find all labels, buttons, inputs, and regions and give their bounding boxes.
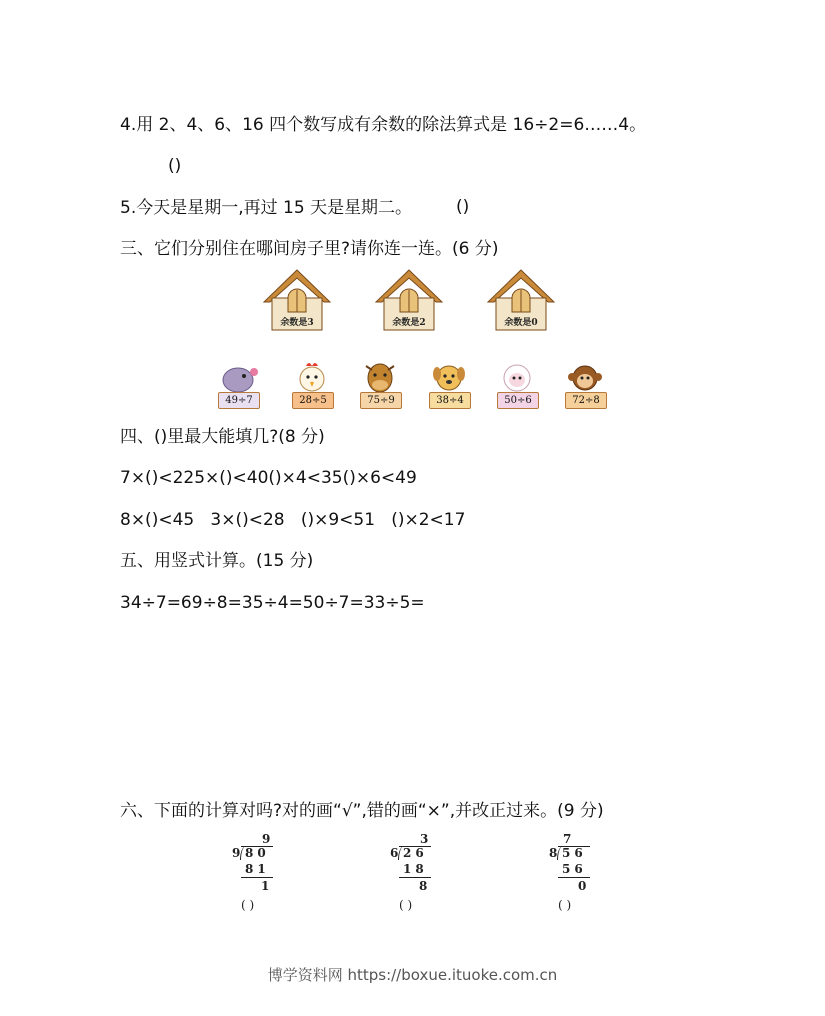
question-5: 5.今天是星期一,再过 15 天是星期二。 [120, 198, 413, 218]
dividend: 26 [403, 846, 428, 860]
house-label: 余数是0 [504, 318, 538, 328]
remainder: 1 [261, 879, 274, 893]
question-4: 4.用 2、4、6、16 四个数写成有余数的除法算式是 16÷2=6……4。 [120, 115, 647, 135]
section-4-title: 四、()里最大能填几?(8 分) [120, 427, 325, 447]
animal-tag: 72÷8 [565, 392, 607, 409]
animal-bird[interactable] [216, 358, 260, 410]
quotient: 7 [563, 832, 572, 846]
animal-tag: 38÷4 [429, 392, 471, 409]
section-5-row-1: 34÷7=69÷8=35÷4=50÷7=33÷5= [120, 593, 425, 613]
long-division-2 [390, 832, 450, 922]
judge-paren[interactable]: ( ) [399, 898, 413, 912]
dividend: 56 [562, 846, 587, 860]
dividend: 80 [245, 846, 270, 860]
animal-cow[interactable] [358, 358, 402, 410]
judge-paren[interactable]: ( ) [558, 898, 572, 912]
judge-paren[interactable]: ( ) [241, 898, 255, 912]
sheep-icon [495, 358, 539, 396]
section-4-row-2: 8×()<45 3×()<28 ()×9<51 ()×2<17 [120, 510, 466, 530]
quotient: 3 [420, 832, 429, 846]
animal-tag: 50÷6 [497, 392, 539, 409]
animal-monkey[interactable] [563, 358, 607, 410]
house-label: 余数是2 [392, 318, 426, 328]
monkey-icon [563, 358, 607, 396]
quotient: 9 [262, 832, 271, 846]
cow-icon [358, 358, 402, 396]
remainder: 8 [419, 879, 432, 893]
animal-tag: 75÷9 [360, 392, 402, 409]
divisor: 8 [549, 846, 558, 860]
house-label: 余数是3 [280, 318, 314, 328]
footer-source: 博学资料网 https://boxue.ituoke.com.cn [267, 966, 558, 984]
section-6-title: 六、下面的计算对吗?对的画“√”,错的画“×”,并改正过来。(9 分) [120, 801, 604, 821]
section-3-title: 三、它们分别住在哪间房子里?请你连一连。(6 分) [120, 239, 499, 259]
animal-sheep[interactable] [495, 358, 539, 410]
animal-tag: 49÷7 [218, 392, 260, 409]
animal-rooster[interactable] [290, 358, 334, 410]
section-4-row-1: 7×()<225×()<40()×4<35()×6<49 [120, 468, 417, 488]
bird-icon [216, 358, 260, 396]
animal-dog[interactable] [427, 358, 471, 410]
dog-icon [427, 358, 471, 396]
answer-paren-4[interactable]: () [168, 156, 182, 176]
long-division-3 [549, 832, 609, 922]
rooster-icon [290, 358, 334, 396]
long-division-1 [232, 832, 292, 922]
product: 81 [245, 862, 270, 876]
answer-paren-5[interactable]: () [456, 197, 470, 217]
product: 18 [403, 862, 428, 876]
subtraction-bar [241, 877, 273, 878]
animal-tag: 28÷5 [292, 392, 334, 409]
divisor: 6 [390, 846, 399, 860]
section-5-title: 五、用竖式计算。(15 分) [120, 551, 314, 571]
subtraction-bar [399, 877, 431, 878]
product: 56 [562, 862, 587, 876]
remainder: 0 [578, 879, 591, 893]
house-remainder-2[interactable] [374, 268, 444, 332]
house-remainder-0[interactable] [486, 268, 556, 332]
divisor: 9 [232, 846, 241, 860]
subtraction-bar [558, 877, 590, 878]
house-remainder-3[interactable] [262, 268, 332, 332]
